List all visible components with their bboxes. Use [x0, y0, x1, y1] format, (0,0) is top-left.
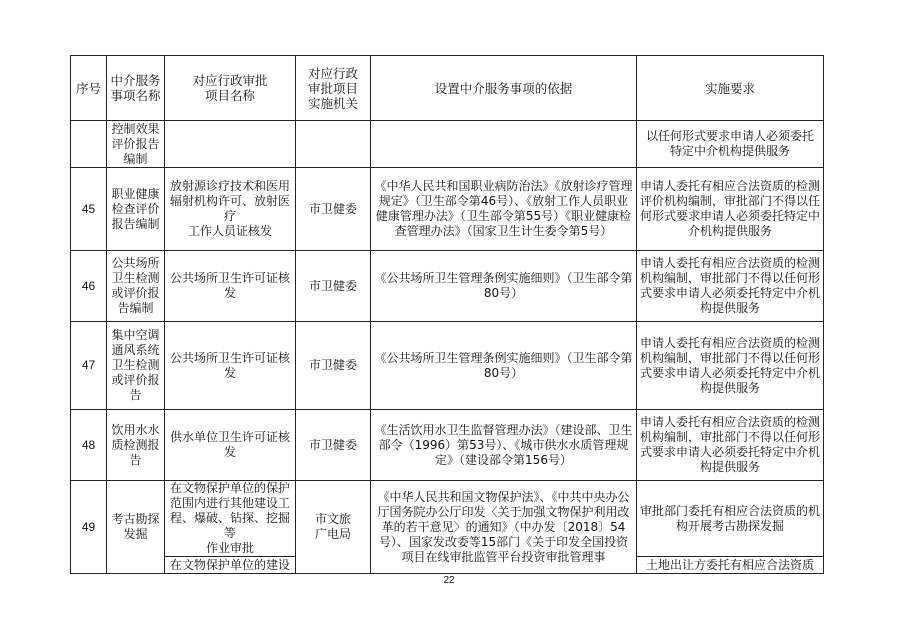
requirements: 申请人委托有相应合法资质的检测机构编制，审批部门不得以任何形式要求申请人必须委托特定中介机构提供服务	[637, 410, 824, 481]
basis: 《公共场所卫生管理条例实施细则》（卫生部令第80号）	[371, 322, 637, 410]
basis: 《中华人民共和国职业病防治法》《放射诊疗管理规定》（卫生部令第46号）、《放射工作人员职业健康管理办法》（卫生部令第55号）《职业健康检查管理办法》（国家卫生计生委令第5号）	[371, 168, 637, 251]
header-requirements: 实施要求	[637, 56, 824, 121]
header-approval-authority: 对应行政 审批项目 实施机关	[296, 56, 371, 121]
approval-authority: 市卫健委	[296, 251, 371, 322]
header-row	[71, 56, 824, 121]
service-name: 控制效果 评价报告 编制	[107, 121, 165, 168]
basis: 《公共场所卫生管理条例实施细则》（卫生部令第80号）	[371, 251, 637, 322]
requirements: 申请人委托有相应合法资质的检测机构编制，审批部门不得以任何形式要求申请人必须委托特定中介机构提供服务	[637, 322, 824, 410]
basis: 《生活饮用水卫生监督管理办法》（建设部、卫生部令（1996）第53号）、《城市供水水质管理规定》（建设部令第156号）	[371, 410, 637, 481]
row-index: 49	[71, 481, 107, 574]
table-row	[71, 322, 824, 410]
basis	[371, 121, 637, 168]
service-name: 集中空调 通风系统 卫生检测 或评价报 告	[107, 322, 165, 410]
header-basis: 设置中介服务事项的依据	[371, 56, 637, 121]
service-name: 饮用水水 质检测报 告	[107, 410, 165, 481]
requirements: 申请人委托有相应合法资质的检测评价机构编制，审批部门不得以任何形式要求申请人必须委托特定中介机构提供服务	[637, 168, 824, 251]
header-index: 序号	[71, 56, 107, 121]
row-index	[71, 121, 107, 168]
table-row	[71, 481, 824, 557]
approval-item: 供水单位卫生许可证核 发	[165, 410, 296, 481]
row-index: 47	[71, 322, 107, 410]
approval-item: 放射源诊疗技术和医用 辐射机构许可、放射医疗 工作人员证核发	[165, 168, 296, 251]
requirements-continued: 土地出让方委托有相应合法资质	[637, 557, 824, 574]
row-index: 48	[71, 410, 107, 481]
requirements: 申请人委托有相应合法资质的检测机构编制，审批部门不得以任何形式要求申请人必须委托特定中介机构提供服务	[637, 251, 824, 322]
approval-authority: 市卫健委	[296, 168, 371, 251]
table-row	[71, 168, 824, 251]
approval-authority: 市卫健委	[296, 322, 371, 410]
approval-item: 公共场所卫生许可证核 发	[165, 322, 296, 410]
table-row	[71, 121, 824, 168]
approval-item: 公共场所卫生许可证核 发	[165, 251, 296, 322]
approval-item	[165, 121, 296, 168]
header-approval-item: 对应行政审批 项目名称	[165, 56, 296, 121]
approval-item: 在文物保护单位的保护 范围内进行其他建设工 程、爆破、钻探、挖掘等 作业审批	[165, 481, 296, 557]
approval-item-continued: 在文物保护单位的建设	[165, 557, 296, 574]
service-name: 公共场所 卫生检测 或评价报 告编制	[107, 251, 165, 322]
intermediary-service-table	[70, 55, 824, 574]
requirements: 审批部门委托有相应合法资质的机构开展考古勘探发掘	[637, 481, 824, 557]
approval-authority: 市文旅 广电局	[296, 481, 371, 574]
approval-authority	[296, 121, 371, 168]
row-index: 46	[71, 251, 107, 322]
service-name: 职业健康 检查评价 报告编制	[107, 168, 165, 251]
requirements: 以任何形式要求申请人必须委托 特定中介机构提供服务	[637, 121, 824, 168]
header-service-name: 中介服务 事项名称	[107, 56, 165, 121]
table-row	[71, 410, 824, 481]
table-row	[71, 251, 824, 322]
page-number: 22	[443, 575, 455, 586]
service-name: 考古勘探 发掘	[107, 481, 165, 574]
row-index: 45	[71, 168, 107, 251]
approval-authority: 市卫健委	[296, 410, 371, 481]
basis: 《中华人民共和国文物保护法》、《中共中央办公厅国务院办公厅印发〈关于加强文物保护利用改革的若干意见〉的通知》（中办发〔2018〕54号）、国家发改委等15部门《关于印发全国投资项目在线审批监管平台投资审批管理事	[371, 481, 637, 574]
